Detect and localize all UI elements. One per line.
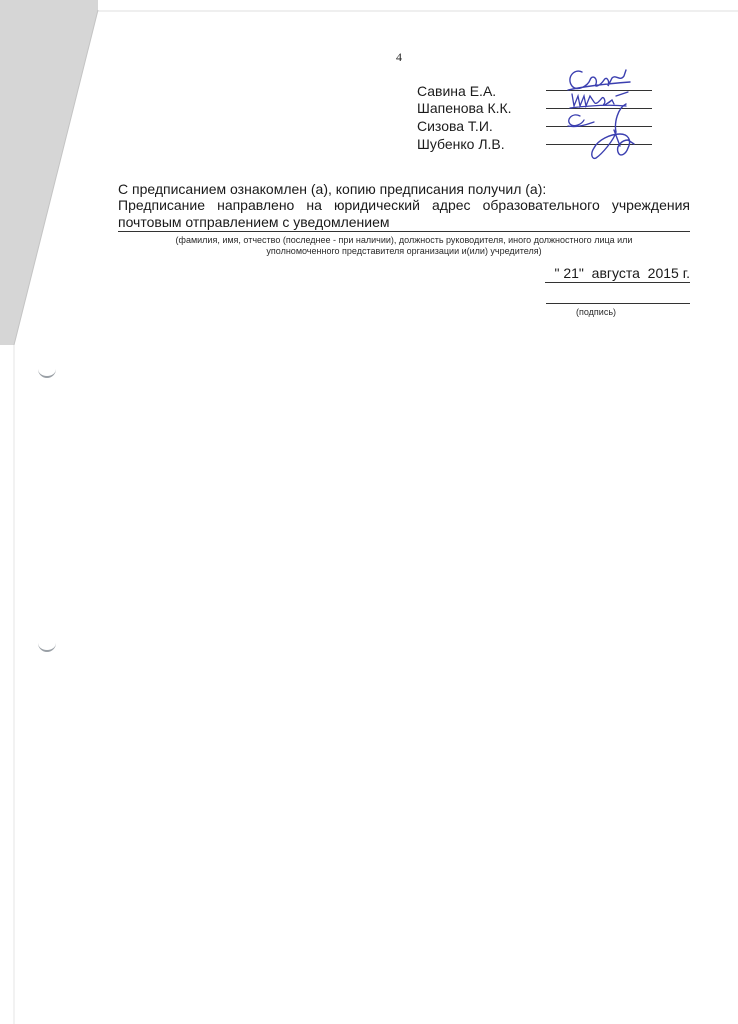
page-number: 4: [396, 50, 402, 64]
signature-line: [546, 126, 652, 127]
punch-hole: [38, 366, 56, 378]
acknowledgement-text: С предписанием ознакомлен (а), копию предписания получил (а):: [118, 181, 547, 197]
signature-caption: (подпись): [575, 307, 617, 317]
date-underline: [545, 282, 690, 283]
signature-field-line: [546, 303, 690, 304]
recipient-underline: [118, 231, 690, 232]
signature-line: [546, 108, 652, 109]
document-date: " 21" августа 2015 г.: [554, 265, 690, 281]
recipient-caption-line-2: уполномоченного представителя организации и(или) учредителя): [266, 246, 542, 256]
signature-line: [546, 90, 652, 91]
handwritten-signature-sizova: [560, 110, 608, 132]
punch-hole: [38, 640, 56, 652]
signer-name-sizova: Сизова Т.И.: [417, 118, 493, 134]
handwritten-signature-savina: [560, 64, 640, 98]
delivery-text-line-2: почтовым отправлением с уведомлением: [118, 214, 390, 230]
delivery-text-line-1: Предписание направлено на юридический адрес образовательного учреждения: [118, 197, 690, 213]
handwritten-signature-shubenko: [574, 100, 644, 166]
signer-name-savina: Савина Е.А.: [417, 83, 497, 99]
signer-name-shubenko: Шубенко Л.В.: [417, 136, 505, 152]
signer-name-shapenova: Шапенова К.К.: [417, 100, 512, 116]
recipient-caption-line-1: (фамилия, имя, отчество (последнее - при наличии), должность руководителя, иного должностного лица или: [175, 235, 633, 245]
signature-line: [546, 144, 652, 145]
